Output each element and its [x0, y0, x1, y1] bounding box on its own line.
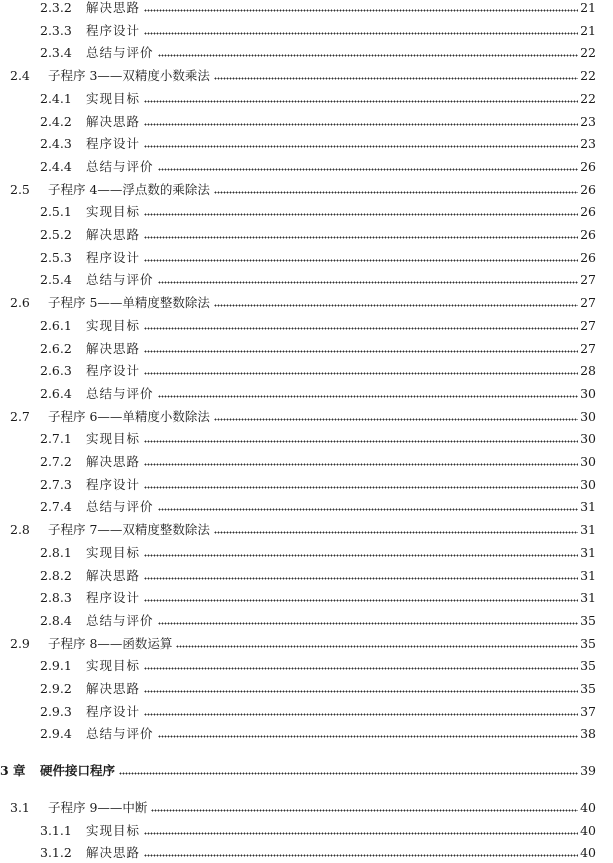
dot-leader — [158, 384, 578, 404]
toc-entry-page-number: 22 — [580, 68, 596, 84]
toc-entry-page-number: 27 — [580, 317, 596, 333]
toc-entry-number: 2.4.2 — [40, 113, 72, 129]
toc-subsection-entry[interactable] — [40, 543, 596, 563]
dot-leader — [144, 361, 578, 381]
dot-leader — [158, 611, 578, 631]
toc-entry-title: 解决思路 — [86, 567, 141, 583]
toc-entry-page-number: 31 — [580, 590, 596, 606]
toc-subsection-entry[interactable] — [40, 339, 596, 359]
toc-entry-page-number: 22 — [580, 45, 596, 61]
toc-entry-number: 2.7.2 — [40, 454, 72, 469]
toc-entry-title: 子程序 9——中断 — [48, 799, 148, 815]
toc-entry-title: 总结与评价 — [86, 726, 154, 742]
toc-subsection-entry[interactable] — [40, 248, 596, 268]
toc-subsection-entry[interactable] — [40, 679, 596, 699]
toc-entry-title: 子程序 8——函数运算 — [48, 635, 173, 651]
toc-entry-title: 总结与评价 — [86, 499, 154, 515]
toc-entry-page-number: 30 — [580, 431, 596, 447]
dot-leader — [144, 316, 578, 336]
toc-entry-page-number: 30 — [580, 385, 596, 401]
toc-entry-title: 程序设计 — [86, 136, 141, 152]
dot-leader — [158, 270, 578, 290]
dot-leader — [158, 724, 578, 744]
toc-entry-title: 子程序 4——浮点数的乘除法 — [48, 181, 210, 197]
toc-subsection-entry[interactable] — [40, 724, 596, 744]
toc-subsection-entry[interactable] — [40, 429, 596, 449]
dot-leader — [158, 43, 578, 63]
toc-entry-number: 2.9.2 — [40, 681, 72, 696]
toc-entry-page-number: 26 — [580, 181, 596, 197]
toc-entry-page-number: 30 — [580, 454, 596, 469]
toc-entry-number: 3.1 — [10, 799, 30, 815]
toc-entry-title: 子程序 3——双精度小数乘法 — [48, 68, 210, 84]
toc-entry-number: 2.5.4 — [40, 272, 72, 288]
dot-leader — [144, 543, 578, 563]
toc-subsection-entry[interactable] — [40, 21, 596, 41]
toc-entry-page-number: 28 — [580, 363, 596, 379]
toc-entry-page-number: 22 — [580, 90, 596, 106]
toc-section-entry[interactable] — [10, 634, 596, 654]
toc-subsection-entry[interactable] — [40, 384, 596, 404]
toc-subsection-entry[interactable] — [40, 611, 596, 631]
toc-subsection-entry[interactable] — [40, 134, 596, 154]
toc-entry-page-number: 21 — [580, 0, 596, 15]
dot-leader — [214, 520, 578, 540]
toc-entry-page-number: 31 — [580, 567, 596, 583]
dot-leader — [119, 761, 578, 781]
toc-entry-page-number: 23 — [580, 113, 596, 129]
toc-entry-page-number: 23 — [580, 136, 596, 152]
dot-leader — [144, 0, 578, 18]
toc-subsection-entry[interactable] — [40, 361, 596, 381]
toc-entry-page-number: 35 — [580, 658, 596, 674]
toc-entry-number: 2.6.2 — [40, 340, 72, 356]
toc-entry-page-number: 38 — [580, 726, 596, 742]
toc-entry-number: 3 章 — [0, 763, 26, 779]
dot-leader — [144, 112, 578, 132]
toc-entry-title: 总结与评价 — [86, 272, 154, 288]
toc-section-entry[interactable] — [10, 180, 596, 200]
toc-entry-number: 2.4.3 — [40, 136, 72, 152]
toc-entry-number: 2.8 — [10, 522, 30, 538]
toc-entry-page-number: 31 — [580, 522, 596, 538]
toc-entry-title: 程序设计 — [86, 363, 141, 379]
dot-leader — [176, 634, 578, 654]
toc-entry-number: 2.8.2 — [40, 567, 72, 583]
toc-section-entry[interactable] — [10, 798, 596, 818]
toc-entry-page-number: 27 — [580, 272, 596, 288]
toc-subsection-entry[interactable] — [40, 702, 596, 722]
toc-entry-page-number: 30 — [580, 476, 596, 492]
dot-leader — [144, 339, 578, 359]
toc-entry-page-number: 26 — [580, 249, 596, 265]
toc-entry-number: 2.7.4 — [40, 499, 72, 515]
dot-leader — [144, 679, 578, 699]
toc-section-entry[interactable] — [10, 66, 596, 86]
toc-entry-page-number: 31 — [580, 544, 596, 560]
toc-subsection-entry[interactable] — [40, 0, 596, 18]
dot-leader — [214, 407, 578, 427]
toc-entry-title: 硬件接口程序 — [40, 763, 116, 779]
toc-entry-title: 解决思路 — [86, 845, 141, 861]
toc-subsection-entry[interactable] — [40, 202, 596, 222]
toc-entry-title: 程序设计 — [86, 249, 141, 265]
toc-entry-page-number: 40 — [580, 822, 596, 838]
dot-leader — [144, 566, 578, 586]
toc-entry-title: 子程序 6——单精度小数除法 — [48, 408, 210, 424]
toc-subsection-entry[interactable] — [40, 225, 596, 245]
toc-entry-title: 实现目标 — [86, 658, 141, 674]
toc-entry-number: 2.3.3 — [40, 22, 72, 38]
toc-entry-page-number: 27 — [580, 295, 596, 311]
toc-entry-title: 子程序 5——单精度整数除法 — [48, 295, 210, 311]
toc-entry-number: 2.5.3 — [40, 249, 72, 265]
dot-leader — [144, 225, 578, 245]
toc-subsection-entry[interactable] — [40, 157, 596, 177]
toc-entry-number: 2.8.3 — [40, 590, 72, 606]
toc-entry-number: 2.9.4 — [40, 726, 72, 742]
toc-entry-title: 解决思路 — [86, 454, 141, 469]
dot-leader — [144, 21, 578, 41]
toc-section-entry[interactable] — [10, 520, 596, 540]
toc-section-entry[interactable] — [10, 407, 596, 427]
toc-entry-number: 2.5.2 — [40, 227, 72, 242]
toc-entry-number: 2.6.1 — [40, 317, 72, 333]
toc-section-entry[interactable] — [10, 293, 596, 313]
toc-subsection-entry[interactable] — [40, 89, 596, 109]
toc-entry-page-number: 39 — [580, 763, 596, 779]
toc-entry-title: 程序设计 — [86, 22, 141, 38]
toc-entry-number: 2.8.4 — [40, 612, 72, 628]
toc-entry-page-number: 30 — [580, 408, 596, 424]
toc-entry-title: 程序设计 — [86, 590, 141, 606]
toc-subsection-entry[interactable] — [40, 566, 596, 586]
toc-entry-page-number: 35 — [580, 635, 596, 651]
dot-leader — [144, 588, 578, 608]
toc-entry-title: 实现目标 — [86, 317, 141, 333]
toc-entry-number: 2.5 — [10, 181, 30, 197]
toc-subsection-entry[interactable] — [40, 475, 596, 495]
dot-leader — [158, 157, 578, 177]
dot-leader — [144, 248, 578, 268]
toc-entry-number: 2.4.1 — [40, 90, 72, 106]
toc-entry-page-number: 37 — [580, 703, 596, 719]
toc-chapter-entry[interactable] — [0, 761, 596, 781]
toc-entry-title: 总结与评价 — [86, 45, 154, 61]
toc-subsection-entry[interactable] — [40, 656, 596, 676]
toc-subsection-entry[interactable] — [40, 821, 596, 841]
dot-leader — [214, 180, 578, 200]
toc-entry-page-number: 35 — [580, 612, 596, 628]
toc-entry-number: 3.1.2 — [40, 845, 72, 861]
toc-entry-title: 程序设计 — [86, 476, 141, 492]
dot-leader — [144, 656, 578, 676]
toc-subsection-entry[interactable] — [40, 43, 596, 63]
toc-entry-number: 2.4 — [10, 68, 30, 84]
toc-entry-number: 2.3.2 — [40, 0, 72, 15]
dot-leader — [158, 497, 578, 517]
toc-entry-title: 程序设计 — [86, 703, 141, 719]
dot-leader — [144, 134, 578, 154]
toc-entry-number: 2.9.1 — [40, 658, 72, 674]
toc-subsection-entry[interactable] — [40, 497, 596, 517]
toc-subsection-entry[interactable] — [40, 316, 596, 336]
toc-entry-number: 3.1.1 — [40, 822, 72, 838]
toc-entry-page-number: 35 — [580, 681, 596, 696]
dot-leader — [144, 89, 578, 109]
dot-leader — [214, 66, 578, 86]
toc-entry-number: 2.7.3 — [40, 476, 72, 492]
toc-entry-number: 2.3.4 — [40, 45, 72, 61]
toc-entry-page-number: 26 — [580, 227, 596, 242]
toc-entry-page-number: 31 — [580, 499, 596, 515]
dot-leader — [144, 821, 578, 841]
toc-entry-number: 2.4.4 — [40, 158, 72, 174]
dot-leader — [144, 843, 578, 863]
toc-entry-title: 解决思路 — [86, 681, 141, 696]
toc-entry-title: 解决思路 — [86, 340, 141, 356]
toc-entry-number: 2.6.4 — [40, 385, 72, 401]
dot-leader — [144, 475, 578, 495]
toc-entry-number: 2.7.1 — [40, 431, 72, 447]
toc-entry-title: 实现目标 — [86, 90, 141, 106]
toc-subsection-entry[interactable] — [40, 452, 596, 472]
toc-entry-title: 解决思路 — [86, 0, 141, 15]
toc-subsection-entry[interactable] — [40, 588, 596, 608]
toc-entry-number: 2.6.3 — [40, 363, 72, 379]
toc-entry-number: 2.6 — [10, 295, 30, 311]
toc-entry-page-number: 40 — [580, 799, 596, 815]
toc-entry-title: 实现目标 — [86, 204, 141, 220]
toc-entry-title: 总结与评价 — [86, 612, 154, 628]
toc-entry-title: 解决思路 — [86, 113, 141, 129]
dot-leader — [144, 429, 578, 449]
toc-subsection-entry[interactable] — [40, 112, 596, 132]
toc-entry-number: 2.8.1 — [40, 544, 72, 560]
toc-entry-title: 解决思路 — [86, 227, 141, 242]
dot-leader — [214, 293, 578, 313]
toc-entry-number: 2.7 — [10, 408, 30, 424]
toc-subsection-entry[interactable] — [40, 843, 596, 863]
dot-leader — [144, 452, 578, 472]
toc-entry-number: 2.9 — [10, 635, 30, 651]
dot-leader — [151, 798, 578, 818]
dot-leader — [144, 202, 578, 222]
toc-entry-title: 实现目标 — [86, 822, 141, 838]
toc-subsection-entry[interactable] — [40, 270, 596, 290]
toc-entry-page-number: 27 — [580, 340, 596, 356]
toc-entry-page-number: 40 — [580, 845, 596, 861]
toc-entry-title: 总结与评价 — [86, 385, 154, 401]
toc-entry-number: 2.9.3 — [40, 703, 72, 719]
toc-entry-page-number: 26 — [580, 204, 596, 220]
toc-entry-title: 实现目标 — [86, 431, 141, 447]
toc-entry-page-number: 21 — [580, 22, 596, 38]
toc-entry-page-number: 26 — [580, 158, 596, 174]
toc-entry-title: 子程序 7——双精度整数除法 — [48, 522, 210, 538]
toc-entry-title: 总结与评价 — [86, 158, 154, 174]
toc-entry-title: 实现目标 — [86, 544, 141, 560]
dot-leader — [144, 702, 578, 722]
toc-entry-number: 2.5.1 — [40, 204, 72, 220]
